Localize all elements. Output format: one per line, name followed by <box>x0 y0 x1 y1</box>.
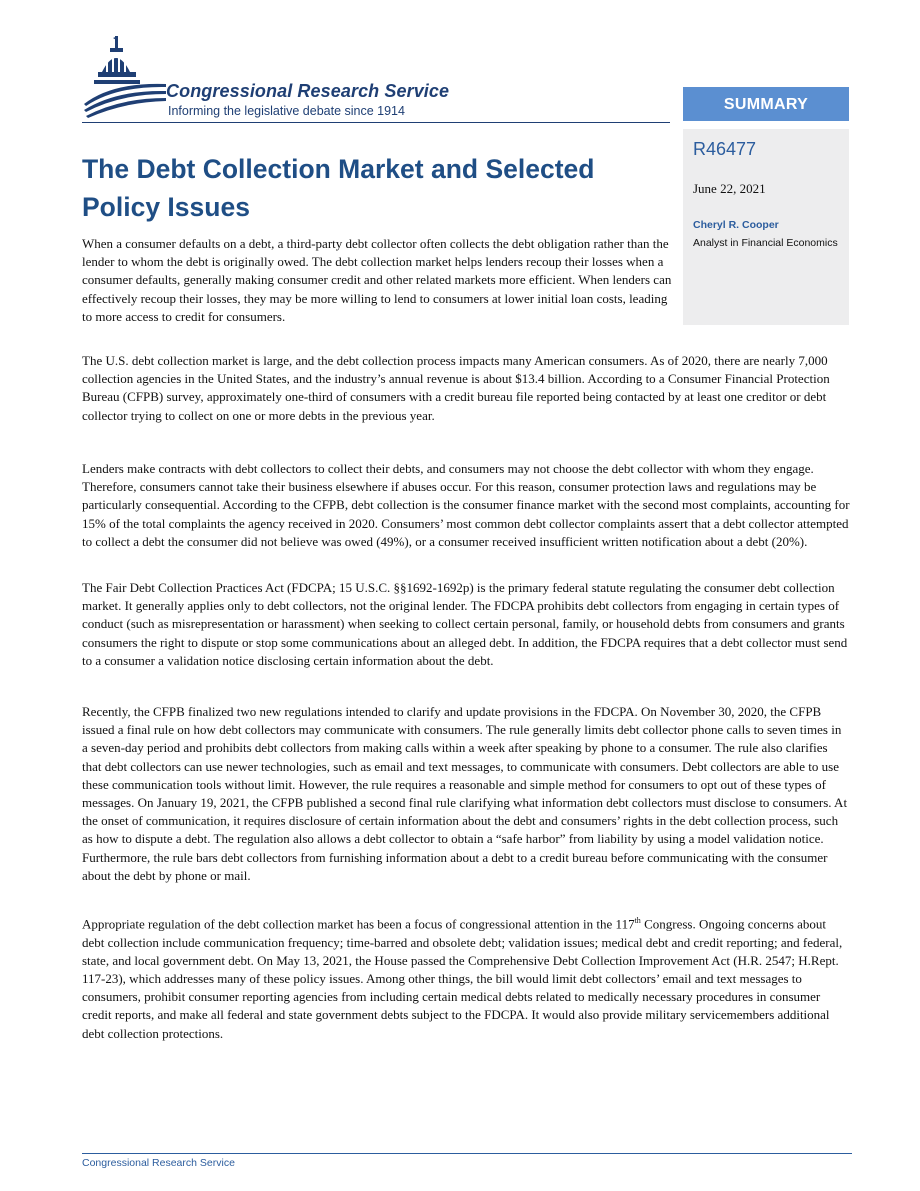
footer-divider <box>82 1153 852 1154</box>
paragraph-6-rest: Congress. Ongoing concerns about debt collection include communication frequency; time-barred and obsolete debt; validation issues; medical debt and credit reporting; and federal, state, and local government debt. On May 13, 2021, the House passed the Comprehensive Debt Collection Improvement Act (H.R. 2547; H.Rept. 117-23), which addresses many of these policy issues. Among other things, the bill would limit debt collectors’ email and text messages to consumers, prohibit consumer reporting agencies from including certain medical debts related to medically necessary procedures in consumer credit reports, and make all federal and state government debts subject to the FDCPA. It would also provide military servicemembers additional debt collection protections. <box>82 916 843 1041</box>
sidebar-gap <box>683 121 849 129</box>
summary-sidebar <box>683 87 849 325</box>
summary-paragraph-6 <box>82 912 850 1043</box>
summary-paragraph-2: The U.S. debt collection market is large, and the debt collection process impacts many American consumers. As of 2020, there are nearly 7,000 collection agencies in the United States, and the industry’s annual revenue is about $13.4 billion. According to a Consumer Financial Protection Bureau (CFPB) survey, approximately one-third of consumers with a credit bureau file reported being contacted by at least one creditor or debt collector trying to collect on one or more debts in the previous year. <box>82 353 830 423</box>
crs-logo <box>82 34 672 126</box>
summary-paragraph-3: Lenders make contracts with debt collectors to collect their debts, and consumers may not choose the debt collector with whom they engage. Therefore, consumers cannot take their business elsewhere if abuses occur. For this reason, consumer protection laws and regulations may be particularly consequential. According to the CFPB, debt collection is the consumer finance market with the second most complaints, accounting for 15% of the total complaints the agency received in 2020. Consumers’ most common debt collector complaints assert that a debt collector attempted to collect a debt the consumer did not believe was owed (49%), or a consumer received insufficient written notification about a debt (20%). <box>82 461 850 549</box>
header-divider <box>82 122 670 123</box>
author-role: Analyst in Financial Economics <box>693 237 838 249</box>
org-tagline: Informing the legislative debate since 1914 <box>168 104 405 118</box>
summary-paragraph-5: Recently, the CFPB finalized two new regulations intended to clarify and update provisions in the FDCPA. On November 30, 2020, the CFPB issued a final rule on how debt collectors may communicate with consumers. The rule generally limits debt collector phone calls to seven times in a seven-day period and prohibits debt collectors from making calls within a week after speaking by phone to a consumer. The rule also clarifies that debt collectors can use newer technologies, such as email and text messages, to communicate with consumers. Debt collectors are able to use these communication tools without limit. However, the rule requires a reasonable and simple method for consumers to opt out of these types of messages. On January 19, 2021, the CFPB published a second final rule clarifying what information debt collectors must disclose to consumers. At the onset of communication, it requires disclosure of certain information about the debt and consumers’ rights in the debt collection process, such as how to dispute a debt. The regulation also allows a debt collector to obtain a “safe harbor” from liability by using a model validation notice. Furthermore, the rule bars debt collectors from furnishing information about a debt to a credit bureau before communicating with the consumer about the debt by phone or mail. <box>82 704 848 883</box>
org-name: Congressional Research Service <box>166 81 450 101</box>
page-title: The Debt Collection Market and Selected Policy Issues <box>82 154 595 222</box>
author-name: Cheryl R. Cooper <box>693 219 779 231</box>
ordinal-superscript: th <box>634 916 641 925</box>
page-footer: Congressional Research Service <box>82 1157 235 1169</box>
summary-paragraph-1: When a consumer defaults on a debt, a third-party debt collector often collects the debt obligation rather than the lender to whom the debt is originally owed. The debt collection market helps lenders recoup their losses when a consumer defaults, generally making consumer credit and other related markets more efficient. When lenders can effectively recoup their losses, they may be more willing to lend to consumers at lower initial loan costs, leading to more access to credit for consumers. <box>82 236 672 324</box>
report-number: R46477 <box>693 139 757 159</box>
summary-heading: SUMMARY <box>683 87 849 121</box>
summary-paragraph-4: The Fair Debt Collection Practices Act (FDCPA; 15 U.S.C. §§1692-1692p) is the primary federal statute regulating the consumer debt collection market. It generally applies only to debt collectors, not the original lender. The FDCPA prohibits debt collectors from engaging in certain types of conduct (such as misrepresentation or harassment) when seeking to collect certain personal, family, or household debts from consumers and grants consumers the right to dispute or stop some communications about an alleged debt. In addition, the FDCPA requires that a debt collector must send to a consumer a validation notice disclosing certain information about the debt. <box>82 580 848 668</box>
report-date: June 22, 2021 <box>693 181 766 196</box>
capitol-dome-icon <box>82 34 168 120</box>
paragraph-6-lead: Appropriate regulation of the debt collection market has been a focus of congressional attention in the 117 <box>82 916 635 932</box>
